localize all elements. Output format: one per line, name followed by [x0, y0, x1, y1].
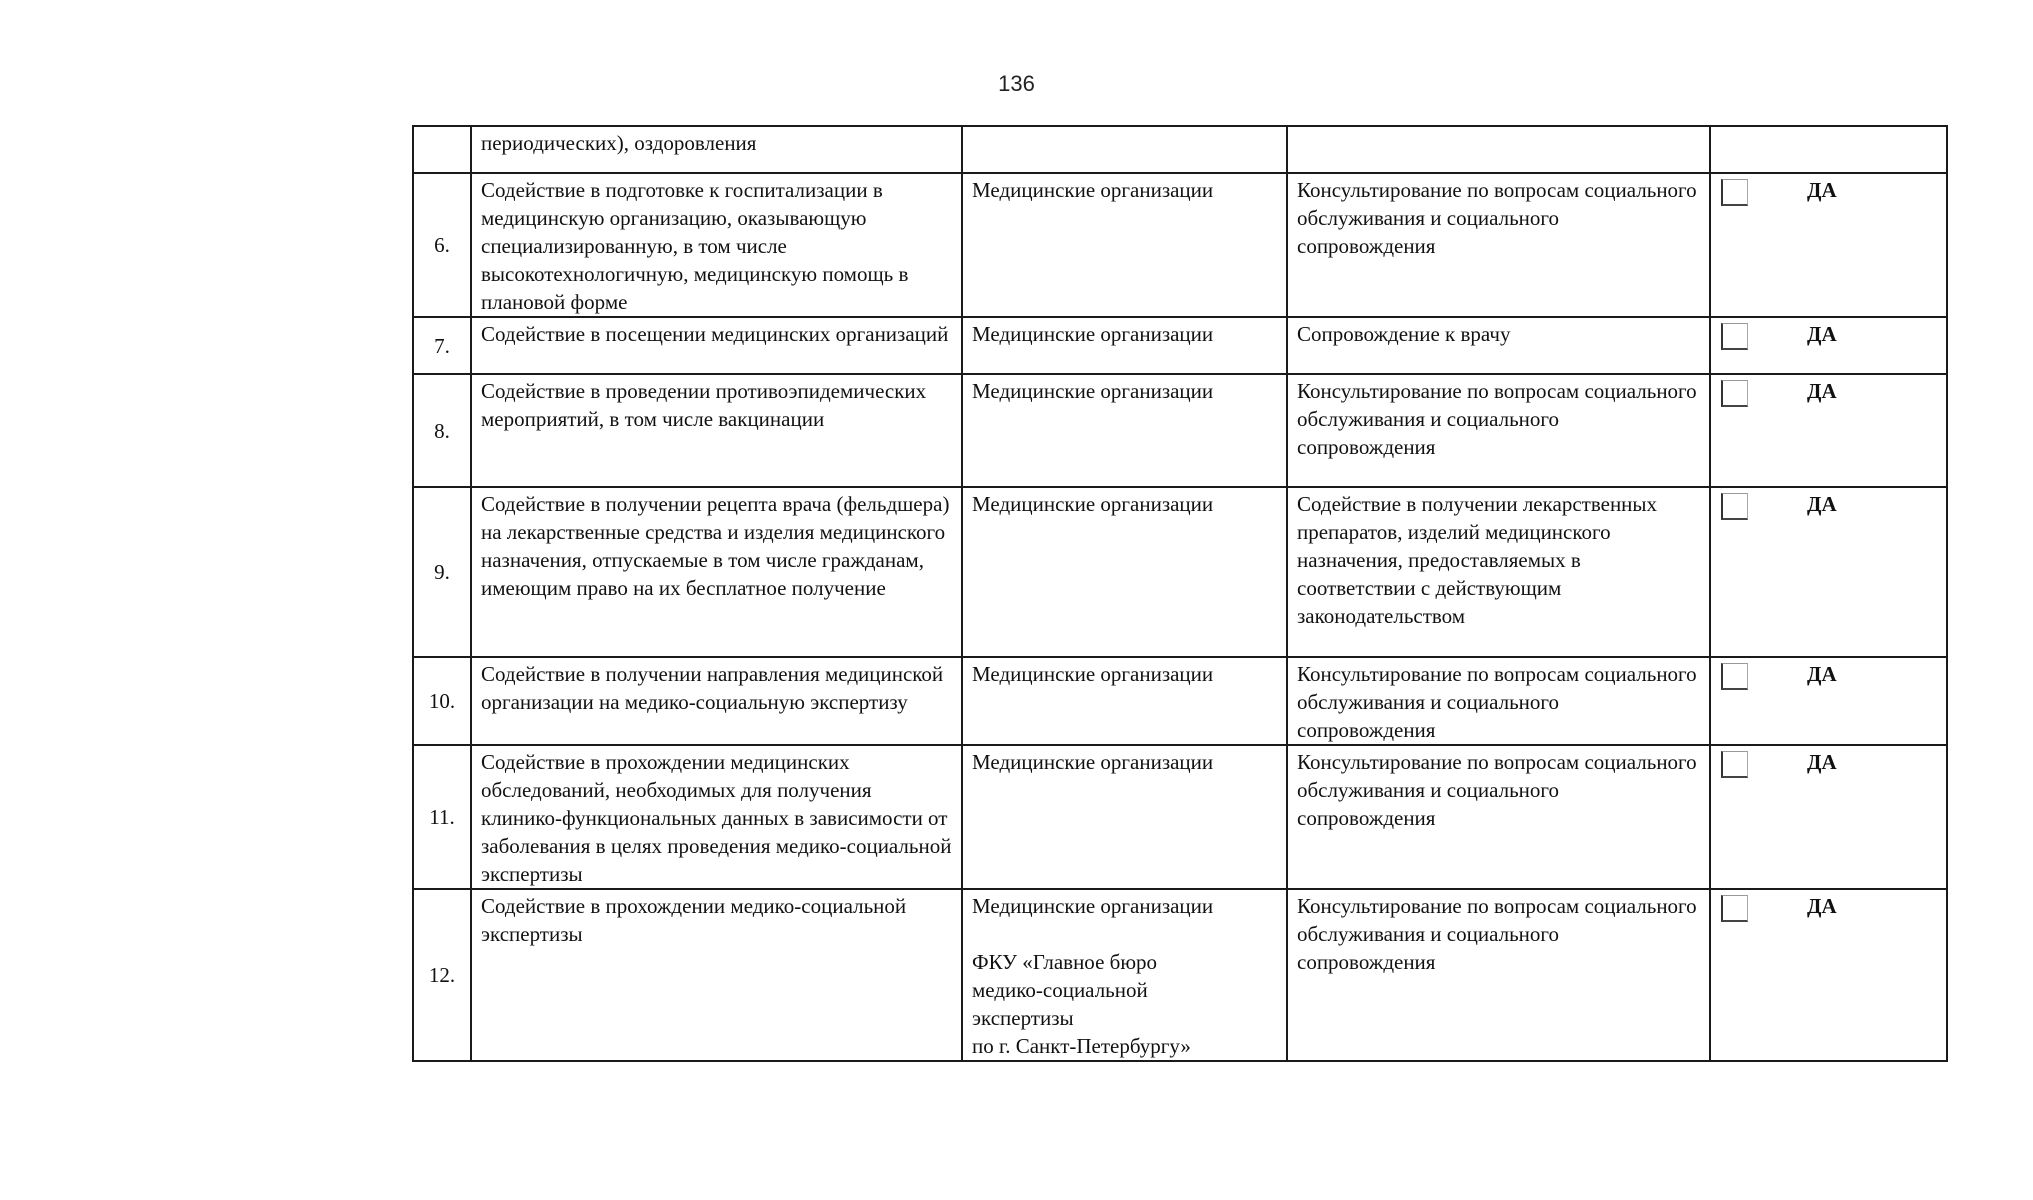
- answer-cell: [1710, 374, 1947, 487]
- row-number: 11.: [413, 745, 471, 889]
- table-row: [413, 657, 1947, 745]
- service-cell: Содействие в проведении противоэпидемических мероприятий, в том числе вакцинации: [471, 374, 962, 487]
- table-row: [413, 374, 1947, 487]
- checkbox[interactable]: [1721, 895, 1748, 922]
- row-number: 9.: [413, 487, 471, 657]
- organization-cell: Медицинские организации: [962, 374, 1287, 487]
- answer-yes: ДА: [1807, 750, 1837, 774]
- answer-cell: [1710, 126, 1947, 173]
- answer-cell: [1710, 173, 1947, 317]
- answer-yes: ДА: [1807, 662, 1837, 686]
- assistance-cell: [1287, 126, 1710, 173]
- organization-line: Медицинские организации: [972, 894, 1214, 918]
- table-row: [413, 745, 1947, 889]
- service-cell: Содействие в получении направления медицинской организации на медико-социальную экспертизу: [471, 657, 962, 745]
- organization-line: по г. Санкт-Петербургу»: [972, 1034, 1191, 1058]
- row-number: 10.: [413, 657, 471, 745]
- page-number: 136: [998, 71, 1035, 96]
- answer-cell: [1710, 317, 1947, 374]
- checkbox[interactable]: [1721, 323, 1748, 350]
- checkbox[interactable]: [1721, 380, 1748, 407]
- checkbox[interactable]: [1721, 493, 1748, 520]
- answer-yes: ДА: [1807, 894, 1837, 918]
- table-row: [413, 889, 1947, 1061]
- row-number: 8.: [413, 374, 471, 487]
- answer-cell: [1710, 657, 1947, 745]
- services-table: [412, 125, 1948, 1062]
- organization-line: экспертизы: [972, 1006, 1074, 1030]
- answer-yes: ДА: [1807, 379, 1837, 403]
- answer-yes: ДА: [1807, 178, 1837, 202]
- checkbox[interactable]: [1721, 751, 1748, 778]
- organization-cell: Медицинские организации: [962, 487, 1287, 657]
- table-row: [413, 126, 1947, 173]
- service-cell: Содействие в прохождении медико-социальной экспертизы: [471, 889, 962, 1061]
- table-row: [413, 487, 1947, 657]
- organization-cell: Медицинские организации: [962, 317, 1287, 374]
- service-cell: периодических), оздоровления: [471, 126, 962, 173]
- organization-cell: [962, 889, 1287, 1061]
- row-number: 7.: [413, 317, 471, 374]
- assistance-cell: Консультирование по вопросам социального обслуживания и социального сопровождения: [1287, 745, 1710, 889]
- assistance-cell: Консультирование по вопросам социального обслуживания и социального сопровождения: [1287, 657, 1710, 745]
- assistance-cell: Консультирование по вопросам социального обслуживания и социального сопровождения: [1287, 889, 1710, 1061]
- table-row: [413, 317, 1947, 374]
- organization-cell: Медицинские организации: [962, 173, 1287, 317]
- service-cell: Содействие в получении рецепта врача (фельдшера) на лекарственные средства и изделия медицинского назначения, отпускаемые в том числе гражданам, имеющим право на их бесплатное получение: [471, 487, 962, 657]
- service-cell: Содействие в посещении медицинских организаций: [471, 317, 962, 374]
- row-number: 6.: [413, 173, 471, 317]
- answer-cell: [1710, 487, 1947, 657]
- assistance-cell: Консультирование по вопросам социального обслуживания и социального сопровождения: [1287, 173, 1710, 317]
- service-cell: Содействие в подготовке к госпитализации в медицинскую организацию, оказывающую специализированную, в том числе высокотехнологичную, медицинскую помощь в плановой форме: [471, 173, 962, 317]
- checkbox[interactable]: [1721, 663, 1748, 690]
- organization-line: ФКУ «Главное бюро: [972, 950, 1158, 974]
- row-number: 12.: [413, 889, 471, 1061]
- answer-yes: ДА: [1807, 322, 1837, 346]
- answer-cell: [1710, 745, 1947, 889]
- organization-cell: [962, 126, 1287, 173]
- answer-cell: [1710, 889, 1947, 1061]
- checkbox[interactable]: [1721, 179, 1748, 206]
- answer-yes: ДА: [1807, 492, 1837, 516]
- organization-cell: Медицинские организации: [962, 745, 1287, 889]
- assistance-cell: Содействие в получении лекарственных препаратов, изделий медицинского назначения, предоставляемых в соответствии с действующим законодательством: [1287, 487, 1710, 657]
- assistance-cell: Консультирование по вопросам социального обслуживания и социального сопровождения: [1287, 374, 1710, 487]
- row-number-cell: [413, 126, 471, 173]
- assistance-cell: Сопровождение к врачу: [1287, 317, 1710, 374]
- organization-line: медико-социальной: [972, 978, 1148, 1002]
- service-cell: Содействие в прохождении медицинских обследований, необходимых для получения клинико-функциональных данных в зависимости от заболевания в целях проведения медико-социальной экспертизы: [471, 745, 962, 889]
- organization-cell: Медицинские организации: [962, 657, 1287, 745]
- table-row: [413, 173, 1947, 317]
